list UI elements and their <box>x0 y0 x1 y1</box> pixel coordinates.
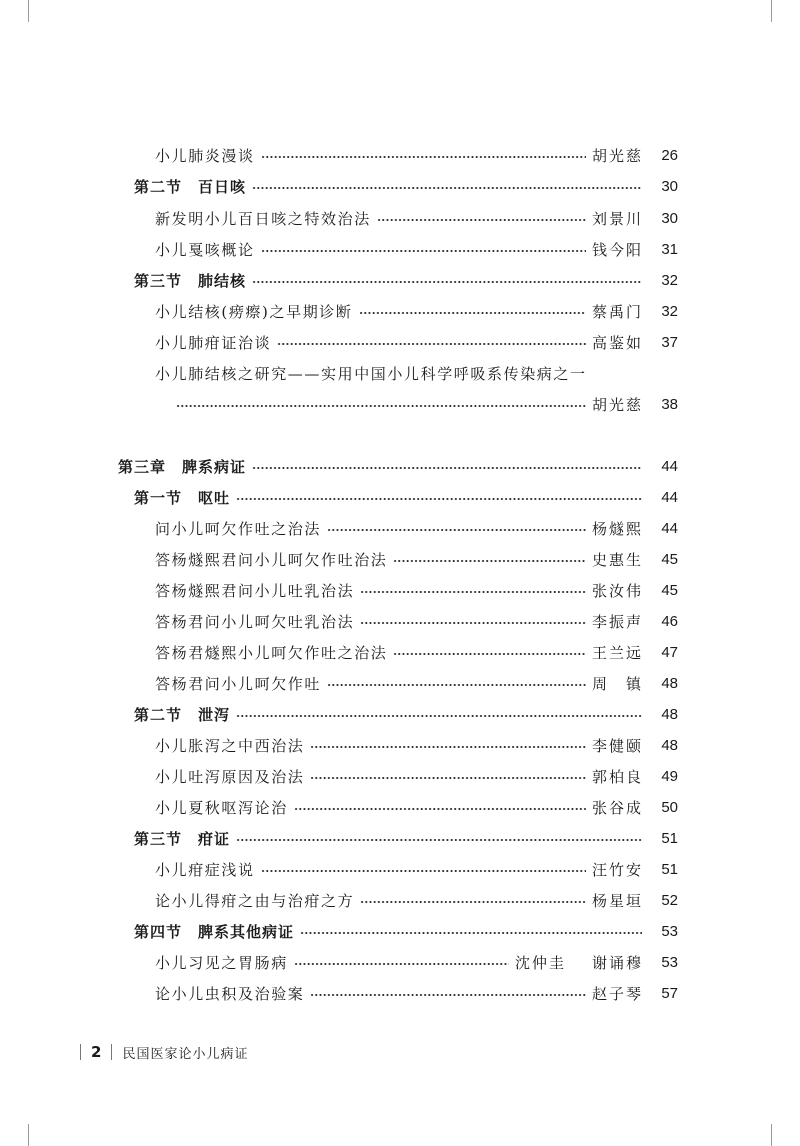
entry-title: 小儿肺疳证治谈 <box>155 333 272 352</box>
entry-page-number: 45 <box>661 581 678 599</box>
section-entry[interactable] <box>134 482 678 512</box>
entry-author: 周 镇 <box>592 674 644 693</box>
dot-leader <box>252 171 642 201</box>
article-entry[interactable] <box>155 885 678 915</box>
entry-page-number: 32 <box>661 271 678 289</box>
article-entry[interactable] <box>155 668 678 698</box>
entry-title: 第四节 脾系其他病证 <box>134 922 295 941</box>
entry-page-number: 38 <box>661 395 678 413</box>
entry-author: 杨燧熙 <box>592 519 644 538</box>
dot-leader <box>277 327 586 357</box>
entry-page-number: 45 <box>661 550 678 568</box>
footer-book-title: 民国医家论小儿病证 <box>122 1046 249 1062</box>
entry-author: 李健颐 <box>592 736 644 755</box>
entry-title: 小儿胀泻之中西治法 <box>155 736 305 755</box>
article-entry[interactable] <box>155 606 678 636</box>
entry-author: 胡光慈 <box>592 395 644 414</box>
entry-title: 小儿戛咳概论 <box>155 240 255 259</box>
dot-leader <box>377 203 586 233</box>
crop-mark <box>28 0 29 22</box>
dot-leader <box>310 730 586 760</box>
crop-mark <box>771 1124 772 1146</box>
section-entry[interactable] <box>134 916 678 946</box>
article-entry[interactable] <box>155 854 678 884</box>
entry-author: 李振声 <box>592 612 644 631</box>
entry-title: 问小儿呵欠作吐之治法 <box>155 519 322 538</box>
entry-coauthor: 沈仲圭 <box>514 953 566 972</box>
entry-author: 张汝伟 <box>592 581 644 600</box>
article-entry[interactable] <box>155 140 678 170</box>
entry-page-number: 49 <box>661 767 678 785</box>
entry-page-number: 26 <box>661 146 678 164</box>
entry-title: 答杨燧熙君问小儿呵欠作吐治法 <box>155 550 388 569</box>
dot-leader <box>252 451 642 481</box>
dot-leader <box>360 885 586 915</box>
section-entry[interactable] <box>134 171 678 201</box>
entry-title: 小儿吐泻原因及治法 <box>155 767 305 786</box>
crop-mark <box>28 1124 29 1146</box>
chapter-entry[interactable] <box>118 451 678 481</box>
dot-leader <box>360 575 586 605</box>
entry-title: 答杨君问小儿呵欠作吐 <box>155 674 322 693</box>
entry-page-number: 32 <box>661 302 678 320</box>
entry-title: 小儿结核(痨瘵)之早期诊断 <box>155 302 353 321</box>
article-entry[interactable] <box>155 513 678 543</box>
dot-leader <box>310 761 586 791</box>
entry-author: 蔡禹门 <box>592 302 644 321</box>
entry-title: 论小儿虫积及治验案 <box>155 984 305 1003</box>
entry-page-number: 30 <box>661 177 678 195</box>
entry-page-number: 53 <box>661 953 678 971</box>
dot-leader <box>310 978 586 1008</box>
article-entry[interactable] <box>155 637 678 667</box>
entry-title: 新发明小儿百日咳之特效治法 <box>155 209 371 228</box>
entry-title: 第三章 脾系病证 <box>118 457 247 476</box>
entry-page-number: 37 <box>661 333 678 351</box>
entry-page-number: 46 <box>661 612 678 630</box>
entry-author: 张谷成 <box>592 798 644 817</box>
dot-leader <box>393 637 586 667</box>
article-entry[interactable] <box>155 575 678 605</box>
entry-author: 刘景川 <box>592 209 644 228</box>
entry-title: 第一节 呕吐 <box>134 488 231 507</box>
dot-leader <box>261 140 586 170</box>
dot-leader <box>294 947 509 977</box>
entry-author: 史惠生 <box>592 550 644 569</box>
entry-title: 第二节 泄泻 <box>134 705 231 724</box>
footer-page-number: 2 <box>91 1043 102 1061</box>
entry-author: 钱今阳 <box>592 240 644 259</box>
entry-title: 第三节 肺结核 <box>134 271 247 290</box>
entry-page-number: 44 <box>661 488 678 506</box>
article-entry[interactable] <box>155 730 678 760</box>
entry-title: 第三节 疳证 <box>134 829 231 848</box>
entry-page-number: 48 <box>661 674 678 692</box>
dot-leader <box>236 699 642 729</box>
entry-title: 小儿夏秋呕泻论治 <box>155 798 288 817</box>
article-entry[interactable] <box>155 327 678 357</box>
footer-divider <box>111 1044 112 1060</box>
crop-mark <box>771 0 772 22</box>
entry-page-number: 44 <box>661 457 678 475</box>
section-entry[interactable] <box>134 265 678 295</box>
article-entry[interactable] <box>155 296 678 326</box>
entry-page-number: 50 <box>661 798 678 816</box>
entry-page-number: 31 <box>661 240 678 258</box>
entry-page-number: 52 <box>661 891 678 909</box>
dot-leader <box>261 234 586 264</box>
entry-page-number: 51 <box>661 860 678 878</box>
entry-title: 小儿疳症浅说 <box>155 860 255 879</box>
dot-leader <box>327 513 586 543</box>
dot-leader <box>300 916 642 946</box>
entry-title: 答杨燧熙君问小儿吐乳治法 <box>155 581 355 600</box>
article-entry[interactable] <box>155 544 678 574</box>
entry-title: 答杨君燧熙小儿呵欠作吐之治法 <box>155 643 388 662</box>
entry-title: 小儿习见之胃肠病 <box>155 953 288 972</box>
entry-author: 汪竹安 <box>592 860 644 879</box>
entry-title: 小儿肺炎漫谈 <box>155 146 255 165</box>
entry-author: 杨星垣 <box>592 891 644 910</box>
dot-leader <box>327 668 586 698</box>
article-entry[interactable] <box>155 792 678 822</box>
entry-title: 第二节 百日咳 <box>134 177 247 196</box>
article-entry[interactable] <box>155 761 678 791</box>
article-entry[interactable] <box>155 358 678 388</box>
dot-leader <box>252 265 642 295</box>
dot-leader <box>261 854 586 884</box>
page-footer <box>80 1040 248 1064</box>
dot-leader <box>359 296 586 326</box>
entry-title: 答杨君问小儿呵欠吐乳治法 <box>155 612 355 631</box>
dot-leader <box>393 544 586 574</box>
entry-page-number: 44 <box>661 519 678 537</box>
article-entry[interactable] <box>155 203 678 233</box>
entry-author: 谢诵穆 <box>592 953 644 972</box>
dot-leader <box>236 823 642 853</box>
entry-page-number: 48 <box>661 705 678 723</box>
footer-divider <box>80 1044 81 1060</box>
entry-title: 论小儿得疳之由与治疳之方 <box>155 891 355 910</box>
entry-page-number: 57 <box>661 984 678 1002</box>
dot-leader <box>294 792 586 822</box>
entry-author: 赵子琴 <box>592 984 644 1003</box>
entry-author: 高鉴如 <box>592 333 644 352</box>
entry-page-number: 48 <box>661 736 678 754</box>
entry-page-number: 51 <box>661 829 678 847</box>
article-entry[interactable] <box>170 389 678 419</box>
dot-leader <box>360 606 586 636</box>
article-entry[interactable] <box>155 234 678 264</box>
entry-page-number: 30 <box>661 209 678 227</box>
entry-author: 王兰远 <box>592 643 644 662</box>
entry-author: 郭柏良 <box>592 767 644 786</box>
article-entry[interactable] <box>155 978 678 1008</box>
section-entry[interactable] <box>134 823 678 853</box>
dot-leader <box>176 389 586 419</box>
section-entry[interactable] <box>134 699 678 729</box>
article-entry[interactable] <box>155 947 678 977</box>
entry-page-number: 47 <box>661 643 678 661</box>
entry-page-number: 53 <box>661 922 678 940</box>
entry-title: 小儿肺结核之研究——实用中国小儿科学呼吸系传染病之一 <box>155 364 587 383</box>
dot-leader <box>236 482 642 512</box>
entry-author: 胡光慈 <box>592 146 644 165</box>
